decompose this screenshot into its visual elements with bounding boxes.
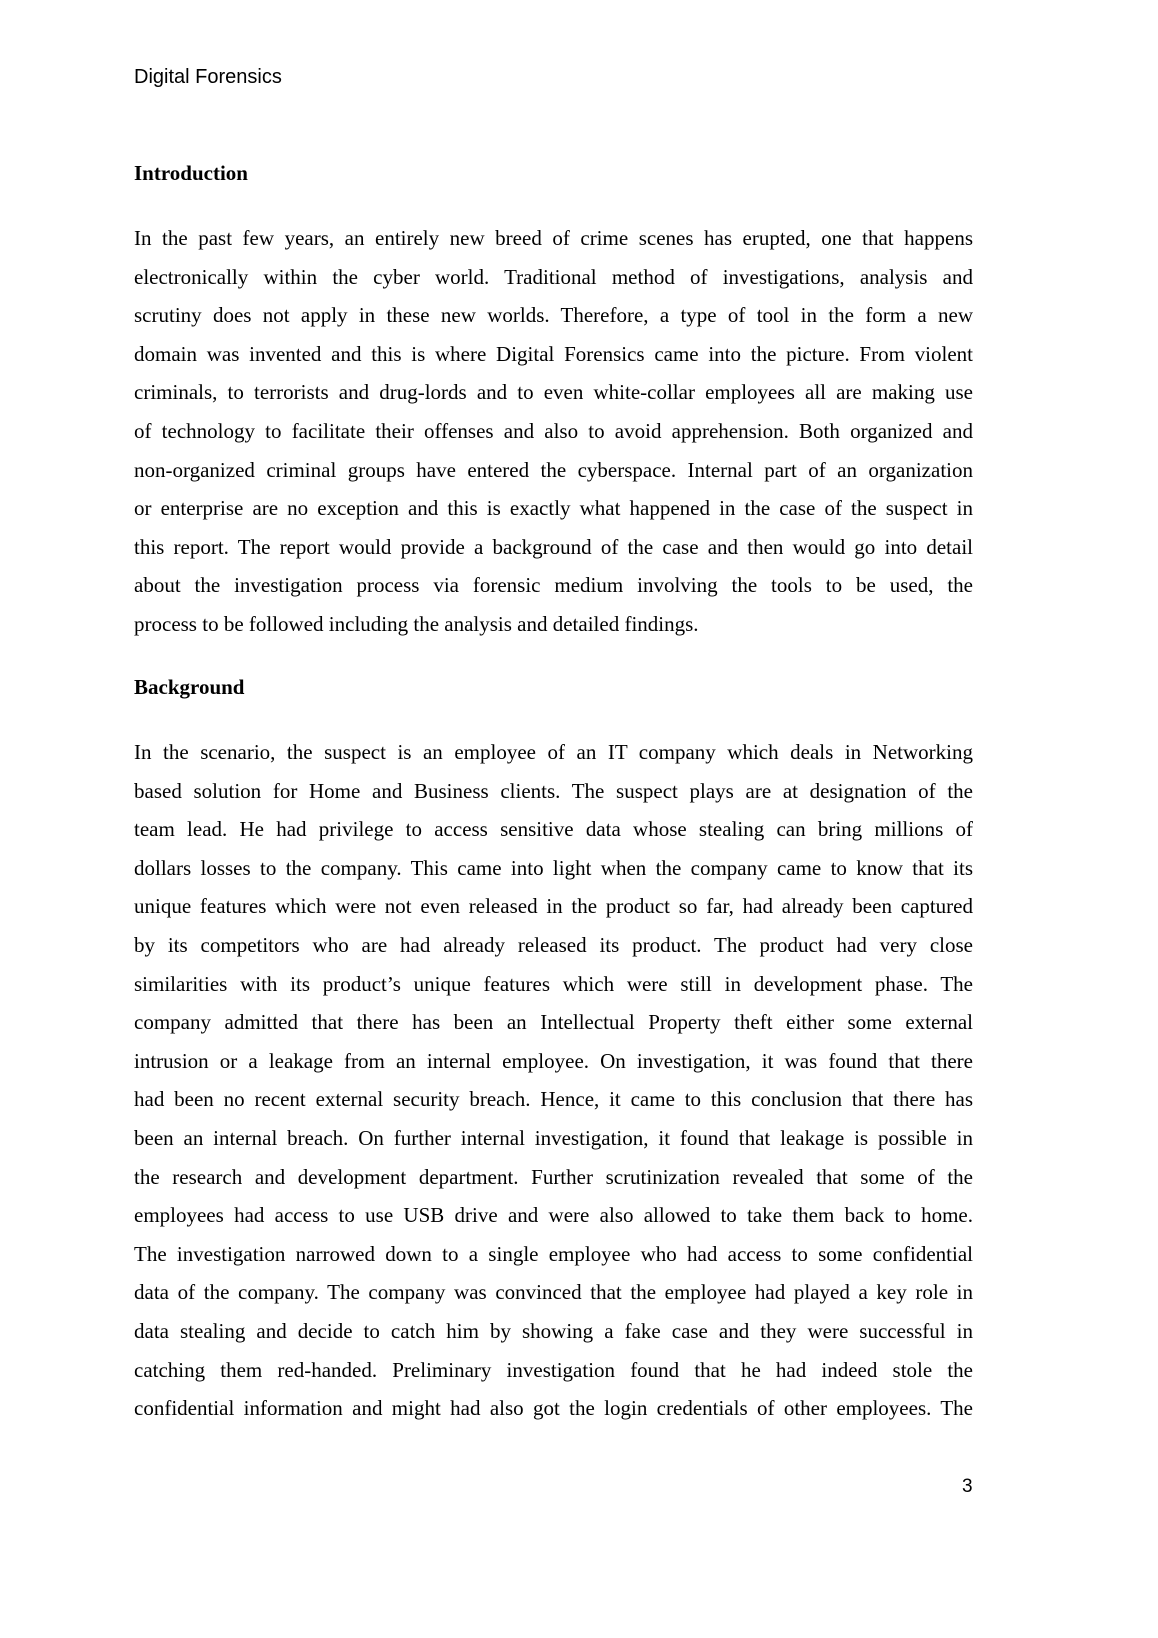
paragraph-line: data stealing and decide to catch him by showing a fake case and they were successful in xyxy=(134,1318,973,1343)
running-header: Digital Forensics xyxy=(134,66,282,88)
background-paragraph xyxy=(134,733,973,1428)
paragraph-line: by its competitors who are had already released its product. The product had very close xyxy=(134,932,973,957)
paragraph-line: data of the company. The company was convinced that the employee had played a key role in xyxy=(134,1280,973,1305)
paragraph-line: In the past few years, an entirely new breed of crime scenes has erupted, one that happens xyxy=(134,226,973,250)
paragraph-line: catching them red-handed. Preliminary investigation found that he had indeed stole the xyxy=(134,1357,973,1382)
paragraph-line: dollars losses to the company. This came into light when the company came to know that its xyxy=(134,855,973,880)
introduction-paragraph xyxy=(134,219,973,644)
paragraph-line: been an internal breach. On further internal investigation, it found that leakage is possible in xyxy=(134,1125,973,1150)
paragraph-line: team lead. He had privilege to access sensitive data whose stealing can bring millions of xyxy=(134,817,973,842)
paragraph-line: had been no recent external security breach. Hence, it came to this conclusion that there has xyxy=(134,1087,973,1112)
paragraph-line: intrusion or a leakage from an internal employee. On investigation, it was found that there xyxy=(134,1048,973,1073)
page-number: 3 xyxy=(962,1476,973,1497)
paragraph-line: scrutiny does not apply in these new worlds. Therefore, a type of tool in the form a new xyxy=(134,303,973,328)
paragraph-line: about the investigation process via forensic medium involving the tools to be used, the xyxy=(134,573,973,598)
paragraph-line: criminals, to terrorists and drug-lords and to even white-collar employees all are making use xyxy=(134,380,973,405)
paragraph-line: this report. The report would provide a background of the case and then would go into detail xyxy=(134,534,973,559)
section-heading-introduction: Introduction xyxy=(134,161,248,185)
paragraph-line: domain was invented and this is where Digital Forensics came into the picture. From violent xyxy=(134,341,973,366)
paragraph-line: or enterprise are no exception and this is exactly what happened in the case of the suspect in xyxy=(134,496,973,521)
paragraph-line: the research and development department. Further scrutinization revealed that some of the xyxy=(134,1164,973,1189)
paragraph-line: The investigation narrowed down to a single employee who had access to some confidential xyxy=(134,1241,973,1266)
paragraph-line: of technology to facilitate their offenses and also to avoid apprehension. Both organized and xyxy=(134,418,973,443)
paragraph-line: process to be followed including the analysis and detailed findings. xyxy=(134,611,699,636)
paragraph-line: similarities with its product’s unique features which were still in development phase. The xyxy=(134,971,973,996)
section-heading-background: Background xyxy=(134,675,245,699)
paragraph-line: based solution for Home and Business clients. The suspect plays are at designation of the xyxy=(134,778,973,803)
paragraph-line: non-organized criminal groups have entered the cyberspace. Internal part of an organization xyxy=(134,457,973,482)
paragraph-line: confidential information and might had also got the login credentials of other employees. The xyxy=(134,1396,973,1421)
paragraph-line: electronically within the cyber world. Traditional method of investigations, analysis and xyxy=(134,264,973,289)
paragraph-line: unique features which were not even released in the product so far, had already been captured xyxy=(134,894,973,919)
paragraph-line: employees had access to use USB drive and were also allowed to take them back to home. xyxy=(134,1203,973,1228)
paragraph-line: company admitted that there has been an Intellectual Property theft either some external xyxy=(134,1010,973,1035)
paragraph-line: In the scenario, the suspect is an employee of an IT company which deals in Networking xyxy=(134,740,973,764)
